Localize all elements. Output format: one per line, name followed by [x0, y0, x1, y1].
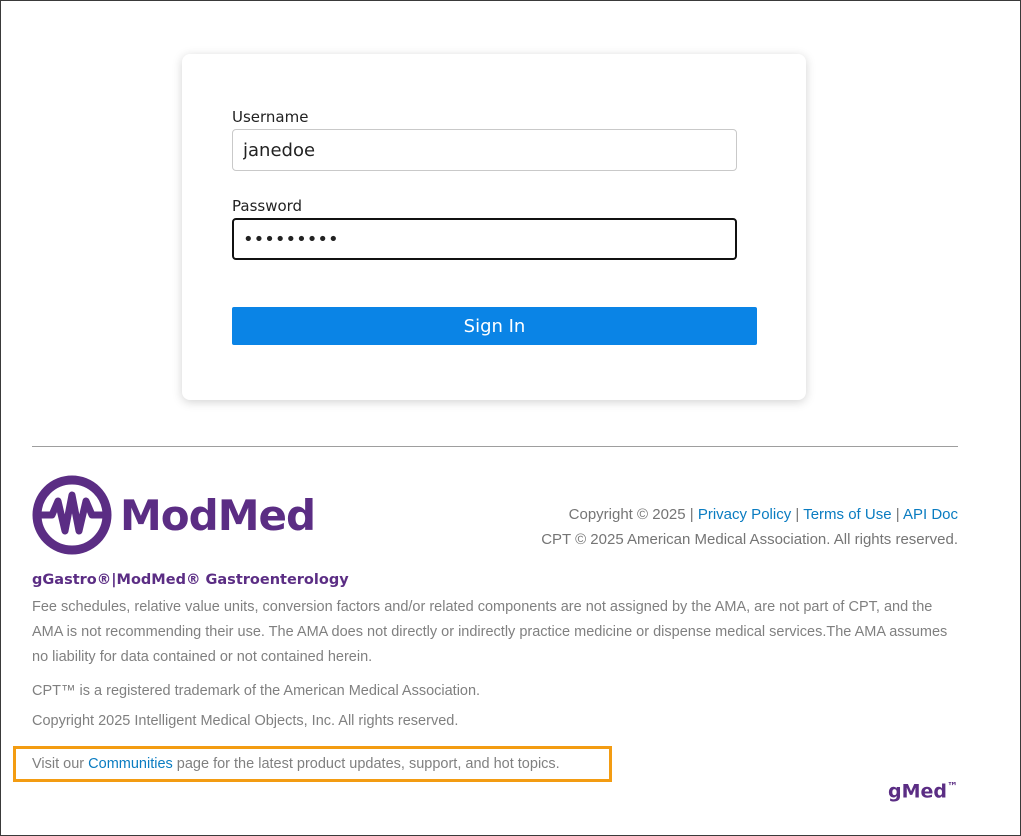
modmed-logo-icon: [32, 473, 112, 557]
divider: [32, 446, 958, 447]
separator: |: [689, 506, 694, 523]
modmed-logo: [32, 473, 315, 557]
gmed-text: gMed: [888, 780, 947, 803]
ama-disclaimer: Fee schedules, relative value units, conversion factors and/or related components are not assigned by the AMA, are not part of CPT, and the AMA is not recommending their use. The AMA does not directly or indirectly practice medicine or dispense medical services.The AMA assumes no liability for data contained or not contained herein.: [32, 599, 948, 665]
cpt-copyright: CPT © 2025 American Medical Association. All rights reserved.: [541, 531, 958, 548]
privacy-policy-link[interactable]: Privacy Policy: [697, 506, 792, 523]
separator: |: [795, 506, 800, 523]
modmed-wordmark: ModMed: [120, 490, 316, 540]
terms-of-use-link[interactable]: Terms of Use: [803, 506, 892, 523]
api-doc-link[interactable]: API Doc: [902, 506, 958, 523]
sign-in-button[interactable]: Sign In: [232, 307, 757, 345]
gmed-brand: [888, 780, 958, 802]
password-label: Password: [232, 197, 303, 215]
login-card: [182, 54, 806, 400]
imo-copyright: Copyright 2025 Intelligent Medical Objects, Inc. All rights reserved.: [32, 713, 459, 729]
separator: |: [895, 506, 900, 523]
communities-prefix: Visit our: [32, 756, 85, 772]
copyright-text: Copyright © 2025: [568, 506, 686, 523]
copyright-block: [541, 502, 958, 552]
communities-link[interactable]: Communities: [88, 756, 173, 772]
communities-notice: [13, 746, 612, 782]
password-input[interactable]: [232, 218, 737, 260]
username-input[interactable]: [232, 129, 737, 171]
copyright-links-line: [541, 502, 958, 527]
product-name: gGastro®|ModMed® Gastroenterology: [32, 572, 349, 588]
username-label: Username: [232, 108, 309, 126]
communities-suffix: page for the latest product updates, support, and hot topics.: [176, 756, 560, 772]
cpt-trademark: CPT™ is a registered trademark of the American Medical Association.: [32, 683, 481, 699]
gmed-tm: ™: [947, 780, 958, 793]
